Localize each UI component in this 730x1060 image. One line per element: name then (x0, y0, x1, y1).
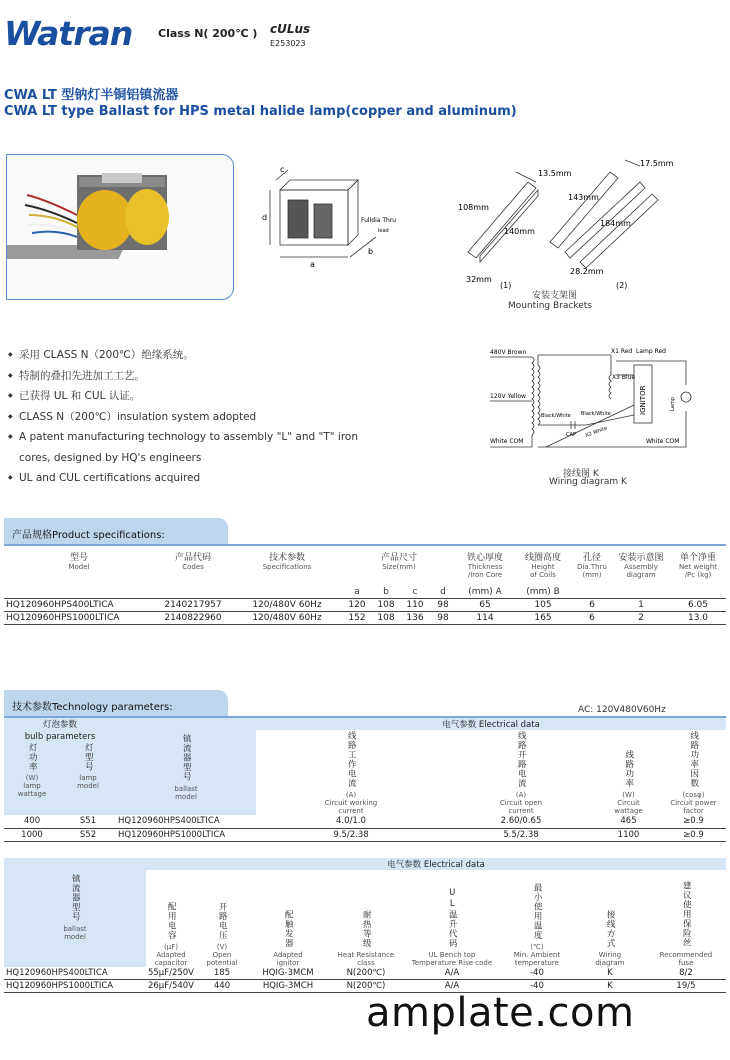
wire-label: 480V Brown (490, 349, 527, 356)
hdr2-ballast-model-en2: model (64, 932, 86, 941)
cell: HQ120960HPS1000LTICA (4, 980, 146, 993)
hdr-size-cn: 产品尺寸 (380, 553, 417, 563)
cell: 110 (400, 598, 430, 611)
brand-logo: Watran (4, 14, 133, 53)
cell: 2 (612, 611, 670, 624)
wire-label: Black/White (581, 411, 611, 417)
cell: HQ120960HPS400LTICA (4, 967, 146, 980)
hdr-hole-unit: (mm) (582, 571, 602, 579)
cell: 26μF/540V (147, 981, 194, 991)
dim-lead-label: lead (378, 228, 389, 234)
table-row (4, 828, 726, 841)
wiring-caption-en: Wiring diagram K (549, 477, 627, 487)
hdr-assembly-sub: diagram (626, 571, 656, 579)
hdr-size-d: d (440, 586, 446, 597)
wire-label: X1 Red (611, 348, 633, 355)
cell: 55μF/250V (147, 967, 194, 978)
wiring-caption-cn: 接线图 K (563, 469, 599, 479)
hdr-power-factor-en: Circuit power (670, 799, 717, 807)
wiring-diagram (486, 345, 696, 470)
hdr-ignitor-en: Adapted (273, 950, 303, 959)
hdr-thickness-sub: /Iron Core (467, 571, 503, 579)
hdr-open-current-en: Circuit open (499, 799, 543, 807)
hdr-lamp-model-en2: model (77, 782, 99, 791)
hdr-weight-sub: /Pc (kg) (684, 571, 712, 579)
electrical-header: 电气参数 Electrical data (256, 718, 726, 731)
bracket-dim-108: 108mm (458, 203, 489, 212)
dim-c-label: c (280, 165, 285, 174)
feature-list (8, 345, 428, 489)
hdr-ul-code-cn: UL温升代码 (447, 887, 458, 948)
ul-certification-logo: cULus (270, 22, 311, 36)
wire-label: White COM (646, 438, 680, 445)
hdr-size-a: a (354, 586, 360, 597)
cell: 2.60/0.65 (446, 815, 596, 828)
cell: 2140822960 (154, 611, 232, 624)
lamp-symbol (681, 392, 691, 402)
cell: HQIG-3MCH (248, 980, 328, 993)
hdr-spec-en: Specifications (262, 563, 312, 571)
hdr-circuit-wattage-en2: wattage (614, 807, 643, 815)
ac-note: AC: 120V480V60Hz (578, 705, 666, 715)
hdr-lamp-wattage-unit: (W) (25, 774, 39, 783)
tech-section-tab: 技术参数Technology parameters: (4, 690, 228, 716)
cell: K (574, 967, 646, 980)
cell: A/A (404, 967, 500, 980)
title-cn: CWA LT 型钠灯半铜铝镇流器 (4, 88, 179, 103)
cell: 4.0/1.0 (256, 815, 446, 828)
cell: 440 (196, 980, 248, 993)
cell: 1 (612, 598, 670, 611)
cell: 185 (196, 967, 248, 980)
cell: 400 (4, 815, 60, 828)
hdr-circuit-wattage-cn: 线路功率 (623, 750, 634, 788)
bracket-dim-140: 140mm (504, 227, 535, 236)
cell: 9.5/2.38 (256, 828, 446, 841)
cell: 8/2 (646, 967, 726, 980)
cell: ≥0.9 (661, 815, 726, 828)
cell: S51 (60, 815, 116, 828)
feature-item: ◆ CLASS N（200℃）insulation system adopted (8, 407, 428, 428)
hdr-hole-cn: 孔径 (582, 553, 601, 563)
watermark: amplate.com (366, 990, 635, 1036)
wire-label: X2 White (584, 425, 609, 439)
hdr-wiring-en2: diagram (595, 958, 625, 967)
cell: 152 (342, 611, 372, 624)
spec-section-tab: 产品规格Product specifications: (4, 518, 228, 544)
hdr-ignitor-en2: ignitor (276, 958, 300, 967)
hdr-wiring-en: Wiring (598, 950, 622, 959)
wire-label: X3 Blue (612, 374, 636, 381)
hdr-heat-class-en: Heat Resistance (337, 950, 395, 959)
wire-label: Lamp Red (636, 348, 666, 355)
feature-item: ◆ A patent manufacturing technology to assembly "L" and "T" iron cores, designed by HQ's engineers (8, 427, 388, 468)
hdr-open-voltage-cn: 开路电压 (217, 901, 228, 940)
table-row (4, 598, 726, 611)
hdr-capacitor-en: Adapted (156, 950, 186, 959)
cell: 114 (456, 611, 514, 624)
cell: S52 (60, 828, 116, 841)
tech-table-1 (4, 718, 726, 842)
hdr-height-sub: of Coils (530, 571, 556, 579)
hdr-thickness-unit: (mm) A (468, 586, 502, 597)
hdr-hole-en: Dia.Thru (577, 563, 607, 571)
cell: 136 (400, 611, 430, 624)
ul-code: E253023 (270, 39, 306, 48)
hdr-lamp-wattage-en: lamp (23, 782, 41, 791)
hdr-wiring-cn: 接线方式 (605, 909, 616, 948)
hdr-open-current-unit: (A) (515, 791, 527, 799)
ignitor-label: IGNITOR (639, 385, 647, 415)
dimension-drawing (258, 162, 398, 287)
wire-label: 120V Yellow (490, 393, 526, 400)
ballast-photo-illustration (7, 155, 233, 299)
hdr-capacitor-cn: 配用电容 (166, 901, 177, 940)
cell: HQIG-3MCM (248, 967, 328, 980)
hdr-fuse-cn: 建议使用保险丝 (681, 881, 692, 948)
cell: 120/480V 60Hz (232, 598, 342, 611)
cell: HQ120960HPS1000LTICA (4, 611, 154, 624)
hdr-open-voltage-en: Open (212, 950, 232, 959)
cap-label: CAP (566, 432, 576, 438)
hdr-size-c: c (412, 586, 418, 597)
hdr-ignitor-cn: 配触发器 (283, 909, 294, 948)
hdr-circuit-wattage-unit: (W) (622, 791, 635, 799)
cell: 108 (372, 598, 400, 611)
cell: A/A (404, 980, 500, 993)
bracket-label-2: (2) (616, 281, 628, 290)
brackets-caption-en: Mounting Brackets (508, 301, 592, 311)
cell: 465 (596, 815, 661, 828)
hdr-working-current-cn: 线路工作电流 (346, 731, 357, 788)
hdr-lamp-wattage-en2: wattage (17, 790, 47, 799)
hdr-working-current-unit: (A) (345, 791, 357, 799)
hdr-ballast-model-cn: 镇流器型号 (181, 734, 192, 782)
hdr-power-factor-unit: (cosφ) (682, 791, 705, 799)
cell: 65 (456, 598, 514, 611)
hdr-power-factor-en2: factor (683, 807, 704, 815)
bracket-dim-184: 184mm (600, 219, 631, 228)
cell: HQ120960HPS400LTICA (116, 815, 256, 828)
bracket-dim-143: 143mm (568, 193, 599, 202)
bracket-dim-17-5: 17.5mm (640, 159, 674, 168)
hdr-codes-cn: 产品代码 (174, 553, 211, 563)
hdr-fuse-en2: fuse (678, 958, 694, 967)
feature-item: ◆ 采用 CLASS N（200℃）绝缘系统。 (8, 345, 428, 366)
cell: 6.05 (670, 598, 726, 611)
spec-divider (4, 544, 726, 546)
hdr2-ballast-model-en: ballast (63, 924, 87, 933)
cell: 2140217957 (154, 598, 232, 611)
hdr-min-temp-en2: temperature (514, 958, 559, 967)
cell: 6 (572, 598, 612, 611)
cell: 120/480V 60Hz (232, 611, 342, 624)
cell: 19/5 (646, 980, 726, 993)
cell: HQ120960HPS1000LTICA (116, 828, 256, 841)
cell: ≥0.9 (661, 828, 726, 841)
dim-b-label: b (368, 247, 374, 256)
hdr-heat-class-en2: class (357, 958, 375, 967)
hdr-power-factor-cn: 线路功率因数 (688, 731, 699, 788)
bulb-params-en: bulb parameters (4, 731, 116, 743)
hdr-thickness-cn: 铁心厚度 (466, 553, 503, 563)
feature-item: ◆ UL and CUL certifications acquired (8, 468, 428, 489)
hdr-working-current-en2: current (338, 807, 364, 815)
hdr2-ballast-model-cn: 镇流器型号 (70, 874, 81, 922)
hdr-spec-cn: 技术参数 (268, 553, 305, 563)
class-label: Class N( 200℃ ) (158, 27, 258, 40)
dim-a-label: a (310, 260, 315, 269)
hdr-assembly-en: Assembly (624, 563, 658, 571)
hdr-lamp-model-en: lamp (79, 774, 97, 783)
table-row (4, 611, 726, 624)
hdr-min-temp-en: Min. Ambient (513, 950, 561, 959)
table-row (4, 967, 726, 980)
bulb-params-cn: 灯泡参数 (42, 720, 77, 731)
brackets-caption-cn: 安装支架图 (532, 291, 578, 301)
bracket-label-1: (1) (500, 281, 512, 290)
cell: 1100 (596, 828, 661, 841)
hdr-height-en: Height (531, 563, 555, 571)
product-photo (6, 154, 234, 300)
hdr-ballast-model-en2: model (175, 792, 197, 801)
cell: N(200℃) (328, 967, 404, 980)
hdr-weight-en: Net weight (678, 563, 718, 571)
hdr-ul-code-en2: Temperature Rise code (411, 958, 493, 967)
bracket-dim-32: 32mm (466, 275, 492, 284)
feature-item: ◆ 特制的叠扣先进加工工艺。 (8, 366, 428, 387)
hdr-capacitor-unit: (μF) (164, 942, 178, 951)
hdr-open-voltage-unit: (V) (216, 942, 228, 951)
bracket-dim-28-2: 28.2mm (570, 267, 604, 276)
hdr-codes-en: Codes (182, 563, 204, 571)
hdr-lamp-model-cn: 灯型号 (83, 742, 94, 772)
hdr-ul-code-en: UL Bench top (428, 950, 476, 959)
tech-table-2 (4, 858, 726, 993)
wire-label: Black/White (541, 413, 571, 419)
hdr-assembly-cn: 安装示意图 (618, 553, 664, 563)
cell: 6 (572, 611, 612, 624)
hdr-weight-cn: 单个净重 (679, 553, 716, 563)
hdr-size-en: Size(mm) (382, 563, 416, 571)
cell: 108 (372, 611, 400, 624)
spec-table (4, 550, 726, 625)
hdr-ballast-model-en: ballast (174, 784, 198, 793)
hdr-heat-class-cn: 耐热等级 (361, 909, 372, 948)
cell: 13.0 (670, 611, 726, 624)
hdr-model-en: Model (68, 563, 90, 571)
cell: 120 (342, 598, 372, 611)
cell: 165 (514, 611, 572, 624)
hdr-model-cn: 型号 (69, 553, 88, 563)
electrical-header-2: 电气参数 Electrical data (146, 858, 726, 871)
hdr-thickness-en: Thickness (467, 563, 503, 571)
hdr-capacitor-en2: capacitor (154, 958, 188, 967)
feature-item: ◆ 已获得 UL 和 CUL 认证。 (8, 386, 428, 407)
hdr-open-current-cn: 线路开路电流 (516, 731, 527, 788)
hdr-height-cn: 线圈高度 (524, 553, 561, 563)
cell: 98 (430, 611, 456, 624)
title-en: CWA LT type Ballast for HPS metal halide lamp(copper and aluminum) (4, 104, 517, 119)
wire-label: White COM (490, 438, 524, 445)
cell: 1000 (4, 828, 60, 841)
dim-slot-label: Fulldia Thru (361, 217, 397, 224)
cell: 105 (514, 598, 572, 611)
cell: N(200℃) (328, 980, 404, 993)
table-row (4, 815, 726, 828)
cell: HQ120960HPS400LTICA (4, 598, 154, 611)
hdr-height-unit: (mm) B (526, 586, 560, 597)
hdr-min-temp-cn: 最小使用温度 (532, 882, 543, 940)
cell: K (574, 980, 646, 993)
hdr-circuit-wattage-en: Circuit (617, 799, 640, 807)
lamp-label: Lamp (670, 397, 676, 411)
cell: 5.5/2.38 (446, 828, 596, 841)
hdr-open-current-en2: current (508, 807, 534, 815)
hdr-open-voltage-en2: potential (206, 958, 238, 967)
dim-d-label: d (262, 213, 268, 222)
hdr-working-current-en: Circuit working (324, 799, 378, 807)
bracket-dim-13-5: 13.5mm (538, 169, 572, 178)
hdr-size-b: b (383, 586, 389, 597)
cell: -40 (500, 967, 574, 980)
hdr-lamp-wattage-cn: 灯功率 (27, 742, 38, 772)
hdr-fuse-en: Recommended (659, 950, 713, 959)
cell: -40 (500, 980, 574, 993)
cell: 98 (430, 598, 456, 611)
hdr-min-temp-unit: (℃) (530, 942, 544, 951)
